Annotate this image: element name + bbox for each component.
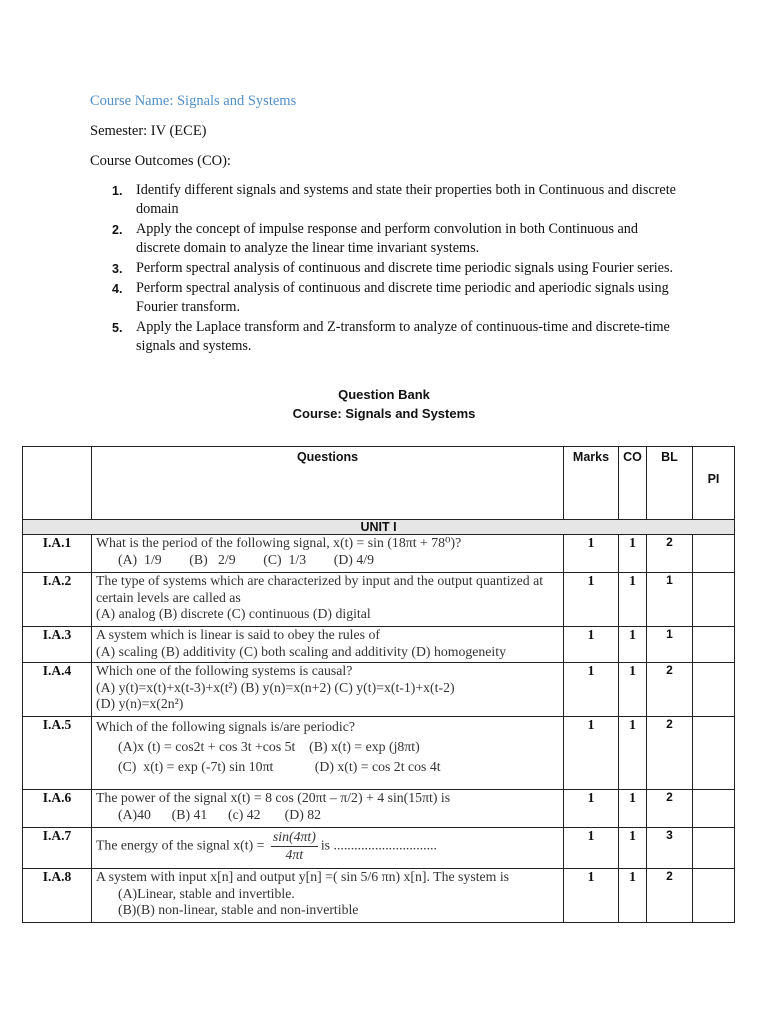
co-cell: 1 <box>619 717 647 790</box>
co-cell: 1 <box>619 627 647 663</box>
marks-cell: 1 <box>564 869 619 923</box>
marks-cell: 1 <box>564 627 619 663</box>
semester: Semester: IV (ECE) <box>90 123 207 139</box>
bl-cell: 2 <box>647 717 693 790</box>
course-title: Course: Signals and Systems <box>292 406 476 421</box>
marks-cell: 1 <box>564 535 619 573</box>
marks-cell: 1 <box>564 663 619 717</box>
question-id: I.A.8 <box>23 869 92 923</box>
unit-row <box>23 520 735 535</box>
marks-cell: 1 <box>564 573 619 627</box>
table-row <box>23 790 735 828</box>
question-options: (A) y(t)=x(t)+x(t-3)+x(t²) (B) y(n)=x(n+2) (C) y(t)=x(t-1)+x(t-2) <box>96 679 455 695</box>
co-cell: 1 <box>619 869 647 923</box>
question-text: The type of systems which are characterized by input and the output quantized at certain levels are called as <box>96 573 544 605</box>
header-bl: BL <box>647 447 693 520</box>
outcome-item <box>112 220 682 259</box>
bl-cell: 1 <box>647 573 693 627</box>
fraction-numerator: sin(4πt) <box>271 829 318 847</box>
bl-cell: 2 <box>647 535 693 573</box>
question-cell <box>92 869 564 923</box>
question-text: The power of the signal x(t) = 8 cos (20πt – π/2) + 4 sin(15πt) is <box>96 790 451 805</box>
pi-cell <box>693 790 735 828</box>
bl-cell: 3 <box>647 828 693 869</box>
table-header-row <box>23 447 735 520</box>
pi-cell <box>693 717 735 790</box>
question-options: (A)x (t) = cos2t + cos 3t +cos 5t (B) x(t) = exp (j8πt) <box>118 739 420 754</box>
question-cell <box>92 790 564 828</box>
outcome-text: Identify different signals and systems and state their properties both in Continuous and discrete domain <box>136 182 676 218</box>
outcome-text: Perform spectral analysis of continuous and discrete time periodic signals using Fourier series. <box>136 259 674 276</box>
pi-cell <box>693 663 735 717</box>
question-text-end: is .............................. <box>320 837 437 853</box>
outcome-text: Apply the concept of impulse response and perform convolution in both Continuous and discrete domain to analyze the linear time invariant systems. <box>136 220 638 257</box>
question-text: Which one of the following systems is causal? <box>96 663 353 678</box>
bl-cell: 2 <box>647 790 693 828</box>
question-cell <box>92 828 564 869</box>
question-text: A system which is linear is said to obey the rules of <box>96 627 380 642</box>
fraction <box>271 829 318 863</box>
question-id: I.A.4 <box>23 663 92 717</box>
table-row <box>23 663 735 717</box>
pi-cell <box>693 535 735 573</box>
co-cell: 1 <box>619 573 647 627</box>
question-id: I.A.5 <box>23 717 92 790</box>
question-id: I.A.7 <box>23 828 92 869</box>
question-bank-title: Question Bank <box>338 387 430 402</box>
marks-cell: 1 <box>564 717 619 790</box>
pi-cell <box>693 828 735 869</box>
marks-cell: 1 <box>564 828 619 869</box>
question-id: I.A.6 <box>23 790 92 828</box>
co-cell: 1 <box>619 535 647 573</box>
header-questions: Questions <box>92 447 564 520</box>
question-options: (D) y(n)=x(2n²) <box>96 696 184 712</box>
question-cell <box>92 717 564 790</box>
outcome-item <box>112 181 682 220</box>
question-options: (C) x(t) = exp (-7t) sin 10πt (D) x(t) = cos 2t cos 4t <box>118 759 441 774</box>
outcome-item <box>112 259 682 279</box>
question-options: (A)40 (B) 41 (c) 42 (D) 82 <box>118 806 322 822</box>
bl-cell: 2 <box>647 869 693 923</box>
bl-cell: 1 <box>647 627 693 663</box>
marks-cell: 1 <box>564 790 619 828</box>
pi-cell <box>693 627 735 663</box>
outcome-item <box>112 318 682 357</box>
bl-cell: 2 <box>647 663 693 717</box>
outcome-text: Apply the Laplace transform and Z-transform to analyze of continuous-time and discrete-time signals and systems. <box>136 318 670 355</box>
question-id: I.A.1 <box>23 535 92 573</box>
question-bank-table <box>22 446 735 923</box>
pi-cell <box>693 869 735 923</box>
outcome-number: 1. <box>112 184 123 198</box>
question-cell <box>92 627 564 663</box>
table-row <box>23 717 735 790</box>
outcome-number: 2. <box>112 222 123 237</box>
question-options: (B)(B) non-linear, stable and non-invertible <box>118 902 359 918</box>
outcome-item <box>112 279 682 318</box>
table-row <box>23 573 735 627</box>
question-cell <box>92 663 564 717</box>
question-cell <box>92 535 564 573</box>
question-text: What is the period of the following signal, x(t) = sin (18πt + 78⁰)? <box>96 535 462 550</box>
question-options: (A)Linear, stable and invertible. <box>118 885 295 901</box>
pi-cell <box>693 573 735 627</box>
course-name: Course Name: Signals and Systems <box>90 93 297 109</box>
question-options: (A) scaling (B) additivity (C) both scaling and additivity (D) homogeneity <box>96 643 506 659</box>
course-outcomes-list <box>112 181 682 357</box>
question-text: The energy of the signal x(t) = <box>96 837 268 853</box>
fraction-denominator: 4πt <box>285 846 304 862</box>
table-row <box>23 869 735 923</box>
question-options: (A) 1/9 (B) 2/9 (C) 1/3 (D) 4/9 <box>118 551 374 567</box>
header-marks: Marks <box>564 447 619 520</box>
question-cell <box>92 573 564 627</box>
outcome-number: 4. <box>112 282 123 297</box>
question-options: (A) analog (B) discrete (C) continuous (D) digital <box>96 606 371 622</box>
co-cell: 1 <box>619 663 647 717</box>
unit-label: UNIT I <box>23 520 735 535</box>
question-id: I.A.2 <box>23 573 92 627</box>
co-cell: 1 <box>619 790 647 828</box>
co-cell: 1 <box>619 828 647 869</box>
outcome-number: 5. <box>112 320 123 335</box>
header-co: CO <box>619 447 647 520</box>
table-row <box>23 828 735 869</box>
outcome-number: 3. <box>112 261 123 276</box>
table-row <box>23 627 735 663</box>
question-text: Which of the following signals is/are periodic? <box>96 719 356 734</box>
header-pi-label: PI <box>707 472 720 486</box>
outcome-text: Perform spectral analysis of continuous and discrete time periodic and aperiodic signals using Fourier transform. <box>136 280 669 316</box>
header-pi <box>693 447 735 520</box>
table-row <box>23 535 735 573</box>
course-outcomes-heading: Course Outcomes (CO): <box>90 153 231 169</box>
question-text: A system with input x[n] and output y[n] =( sin 5/6 πn) x[n]. The system is <box>96 869 510 884</box>
question-id: I.A.3 <box>23 627 92 663</box>
header-id <box>23 447 92 520</box>
